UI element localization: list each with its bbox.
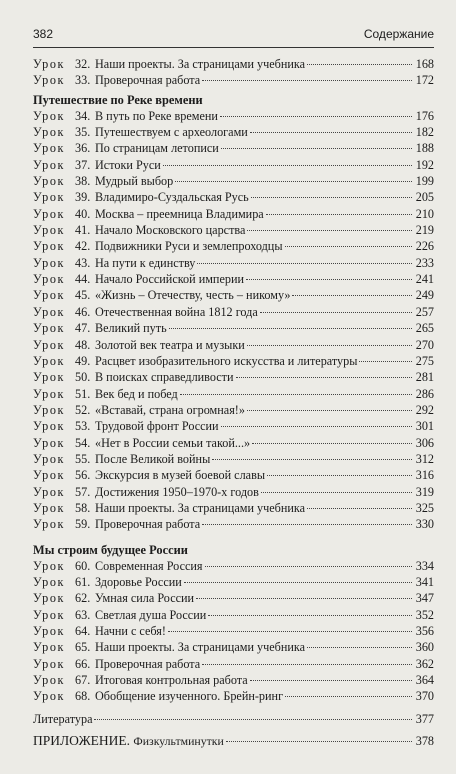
toc-entry — [33, 418, 434, 434]
lesson-page: 347 — [415, 591, 434, 606]
lesson-title: Золотой век театра и музыки — [95, 337, 245, 352]
lesson-word: Урок — [33, 108, 66, 123]
toc-entry — [33, 386, 434, 402]
toc-entry — [33, 157, 434, 173]
lesson-title: Наши проекты. За страницами учебника — [95, 640, 306, 655]
lesson-word: Урок — [33, 451, 66, 466]
lesson-word: Урок — [33, 157, 66, 172]
toc-entry — [33, 124, 434, 140]
entry-page: 378 — [415, 734, 434, 749]
lesson-page: 219 — [415, 223, 434, 238]
lesson-number: 42. — [75, 239, 91, 254]
leader-dots — [247, 344, 412, 346]
lesson-title: Путешествуем с археологами — [95, 125, 248, 140]
appendix-label: ПРИЛОЖЕНИЕ. — [33, 733, 131, 749]
lesson-page: 270 — [415, 337, 434, 352]
lesson-title: Начни с себя! — [95, 624, 166, 638]
lesson-title: Проверочная работа — [95, 517, 201, 532]
lesson-word: Урок — [33, 272, 66, 287]
lesson-number: 65. — [75, 640, 91, 655]
lesson-title: Истоки Руси — [95, 157, 161, 172]
lesson-title: Обобщение изученного. Брейн-ринг — [95, 689, 284, 704]
lesson-page: 241 — [415, 272, 434, 287]
leader-dots — [251, 196, 412, 198]
toc-entry — [33, 173, 434, 189]
lesson-number: 49. — [75, 353, 91, 368]
leader-dots — [169, 327, 412, 329]
lesson-page: 281 — [415, 370, 434, 385]
lesson-word: Урок — [33, 484, 66, 499]
toc-entry — [33, 607, 434, 623]
lesson-word: Урок — [33, 574, 66, 589]
lesson-title: Экскурсия в музей боевой славы — [95, 468, 266, 483]
lesson-title: В поисках справедливости — [95, 370, 234, 385]
lesson-number: 34. — [75, 108, 91, 123]
lesson-number: 60. — [75, 558, 91, 573]
lesson-page: 265 — [415, 321, 434, 336]
lesson-word: Урок — [33, 321, 66, 336]
lesson-title: Трудовой фронт России — [95, 419, 219, 434]
lesson-page: 316 — [415, 468, 434, 483]
lesson-word: Урок — [33, 607, 66, 622]
lesson-page: 352 — [415, 607, 434, 622]
lesson-title: Владимиро-Суздальская Русь — [95, 190, 249, 205]
toc-entry — [33, 639, 434, 655]
lesson-page: 356 — [415, 624, 434, 638]
toc-entry — [33, 140, 434, 156]
lesson-page: 172 — [415, 73, 434, 88]
lesson-page: 362 — [415, 656, 434, 671]
lesson-word: Урок — [33, 223, 66, 238]
lesson-number: 68. — [75, 689, 91, 704]
lesson-title: «Вставай, страна огромная!» — [95, 402, 245, 417]
lesson-page: 319 — [415, 484, 434, 499]
lesson-number: 56. — [75, 468, 91, 483]
lesson-number: 45. — [75, 288, 91, 303]
toc-entry — [33, 672, 434, 688]
lesson-number: 67. — [75, 673, 91, 688]
lesson-number: 40. — [75, 206, 91, 221]
lesson-number: 41. — [75, 223, 91, 238]
lesson-number: 59. — [75, 517, 91, 532]
lesson-title: «Нет в России семьи такой...» — [95, 435, 251, 450]
lesson-page: 233 — [415, 255, 434, 270]
toc-entry — [33, 516, 434, 532]
toc-entry — [33, 287, 434, 303]
lesson-title: Мудрый выбор — [95, 174, 174, 189]
lesson-word: Урок — [33, 288, 66, 303]
lesson-title: Здоровье России — [95, 574, 182, 589]
lesson-group-2 — [33, 108, 434, 533]
lesson-title: Наши проекты. За страницами учебника — [95, 500, 306, 515]
lesson-word: Урок — [33, 190, 66, 205]
leader-dots — [196, 597, 412, 599]
toc-entry — [33, 656, 434, 672]
toc-entry — [33, 484, 434, 500]
leader-dots — [202, 663, 412, 665]
lesson-word: Урок — [33, 591, 66, 606]
leader-dots — [226, 740, 412, 742]
leader-dots — [202, 79, 412, 81]
lesson-page: 301 — [415, 419, 434, 434]
leader-dots — [247, 229, 412, 231]
leader-dots — [250, 679, 412, 681]
leader-dots — [221, 147, 412, 149]
leader-dots — [307, 63, 412, 65]
lesson-number: 47. — [75, 321, 91, 336]
lesson-number: 38. — [75, 174, 91, 189]
lesson-number: 48. — [75, 337, 91, 352]
appendix-title: Физкультминутки — [133, 734, 224, 749]
toc-entry — [33, 271, 434, 287]
leader-dots — [285, 245, 412, 247]
leader-dots — [221, 425, 412, 427]
lesson-page: 275 — [415, 353, 434, 368]
lesson-word: Урок — [33, 517, 66, 532]
leader-dots — [236, 376, 412, 378]
lesson-page: 182 — [415, 125, 434, 140]
lesson-word: Урок — [33, 435, 66, 450]
toc-entry — [33, 304, 434, 320]
lesson-word: Урок — [33, 337, 66, 352]
leader-dots — [197, 262, 412, 264]
leader-dots — [307, 646, 412, 648]
section-title: Путешествие по Реке времени — [33, 92, 203, 107]
toc-entry — [33, 590, 434, 606]
leader-dots — [246, 278, 412, 280]
lesson-number: 64. — [75, 624, 91, 638]
leader-dots — [94, 718, 412, 720]
leader-dots — [307, 507, 412, 509]
lesson-title: Отечественная война 1812 года — [95, 304, 258, 319]
toc-entry — [33, 238, 434, 254]
lesson-word: Урок — [33, 57, 66, 71]
lesson-word: Урок — [33, 689, 66, 704]
entry-title: Литература — [33, 711, 93, 726]
lesson-title: После Великой войны — [95, 451, 211, 466]
toc-entry — [33, 467, 434, 483]
toc-entry — [33, 353, 434, 369]
lesson-title: Начало Московского царства — [95, 223, 246, 238]
lesson-page: 364 — [415, 673, 434, 688]
lesson-number: 46. — [75, 304, 91, 319]
lesson-number: 57. — [75, 484, 91, 499]
toc-entry — [33, 623, 434, 639]
lesson-word: Урок — [33, 206, 66, 221]
toc-entry — [33, 255, 434, 271]
lesson-title: Проверочная работа — [95, 656, 201, 671]
toc-entry — [33, 337, 434, 353]
lesson-title: Итоговая контрольная работа — [95, 673, 248, 688]
lesson-page: 168 — [415, 57, 434, 71]
leader-dots — [267, 474, 412, 476]
leader-dots — [260, 311, 412, 313]
lesson-title: Великий путь — [95, 321, 167, 336]
lesson-page: 370 — [415, 689, 434, 704]
lesson-number: 33. — [75, 73, 91, 88]
lesson-title: «Жизнь – Отечеству, честь – никому» — [95, 288, 291, 303]
lesson-title: Век бед и побед — [95, 386, 178, 401]
toc-entry — [33, 558, 434, 574]
section-title: Мы строим будущее России — [33, 542, 188, 557]
section-name: Содержание — [363, 27, 434, 41]
lesson-page: 192 — [415, 157, 434, 172]
leader-dots — [220, 115, 412, 117]
toc-entry — [33, 56, 434, 72]
toc-entry — [33, 402, 434, 418]
lesson-title: Начало Российской империи — [95, 272, 245, 287]
leader-dots — [205, 565, 412, 567]
toc-entry-literature — [33, 711, 434, 727]
leader-dots — [202, 523, 412, 525]
leader-dots — [163, 164, 412, 166]
lesson-number: 66. — [75, 656, 91, 671]
leader-dots — [250, 131, 412, 133]
leader-dots — [252, 442, 412, 444]
table-of-contents — [33, 56, 434, 749]
entry-title — [33, 733, 224, 749]
lesson-title: Современная Россия — [95, 558, 203, 573]
lesson-number: 63. — [75, 607, 91, 622]
lesson-title: Наши проекты. За страницами учебника — [95, 57, 306, 71]
lesson-word: Урок — [33, 468, 66, 483]
toc-entry — [33, 222, 434, 238]
leader-dots — [168, 630, 412, 632]
toc-entry — [33, 72, 434, 88]
toc-entry — [33, 435, 434, 451]
toc-entry — [33, 320, 434, 336]
lesson-number: 54. — [75, 435, 91, 450]
lesson-number: 62. — [75, 591, 91, 606]
lesson-title: Москва – преемница Владимира — [95, 206, 264, 221]
toc-entry — [33, 369, 434, 385]
lesson-number: 39. — [75, 190, 91, 205]
leader-dots — [261, 491, 412, 493]
lesson-word: Урок — [33, 402, 66, 417]
lesson-title: Подвижники Руси и землепроходцы — [95, 239, 283, 254]
leader-dots — [247, 409, 412, 411]
toc-entry — [33, 451, 434, 467]
lesson-page: 199 — [415, 174, 434, 189]
page-number: 382 — [33, 27, 54, 41]
lesson-page: 360 — [415, 640, 434, 655]
toc-entry — [33, 500, 434, 516]
lesson-page: 286 — [415, 386, 434, 401]
leader-dots — [175, 180, 412, 182]
lesson-number: 58. — [75, 500, 91, 515]
lesson-word: Урок — [33, 239, 66, 254]
lesson-word: Урок — [33, 255, 66, 270]
lesson-page: 226 — [415, 239, 434, 254]
lesson-title: По страницам летописи — [95, 141, 219, 156]
lesson-word: Урок — [33, 656, 66, 671]
lesson-word: Урок — [33, 640, 66, 655]
entry-page: 377 — [415, 711, 434, 726]
lesson-number: 36. — [75, 141, 91, 156]
lesson-page: 306 — [415, 435, 434, 450]
lesson-number: 55. — [75, 451, 91, 466]
lesson-word: Урок — [33, 419, 66, 434]
lesson-page: 210 — [415, 206, 434, 221]
lesson-number: 35. — [75, 125, 91, 140]
leader-dots — [266, 213, 412, 215]
lesson-number: 44. — [75, 272, 91, 287]
header-rule — [33, 47, 434, 48]
lesson-title: Проверочная работа — [95, 73, 201, 88]
lesson-page: 341 — [415, 574, 434, 589]
toc-entry — [33, 574, 434, 590]
lesson-number: 50. — [75, 370, 91, 385]
lesson-word: Урок — [33, 624, 66, 638]
leader-dots — [212, 458, 412, 460]
lesson-word: Урок — [33, 353, 66, 368]
lesson-title: Светлая душа России — [95, 607, 207, 622]
lesson-number: 37. — [75, 157, 91, 172]
lesson-page: 176 — [415, 108, 434, 123]
lesson-word: Урок — [33, 73, 66, 88]
lesson-title: В путь по Реке времени — [95, 108, 218, 123]
lesson-word: Урок — [33, 370, 66, 385]
lesson-word: Урок — [33, 386, 66, 401]
lesson-number: 53. — [75, 419, 91, 434]
lesson-word: Урок — [33, 558, 66, 573]
toc-entry — [33, 688, 434, 704]
toc-entry — [33, 108, 434, 124]
lesson-title: Умная сила России — [95, 591, 195, 606]
lesson-number: 61. — [75, 574, 91, 589]
lesson-page: 257 — [415, 304, 434, 319]
lesson-number: 51. — [75, 386, 91, 401]
lesson-title: Достижения 1950–1970-х годов — [95, 484, 259, 499]
lesson-word: Урок — [33, 125, 66, 140]
lesson-group-3 — [33, 558, 434, 705]
toc-entry — [33, 206, 434, 222]
lesson-page: 334 — [415, 558, 434, 573]
leader-dots — [184, 581, 412, 583]
lesson-word: Урок — [33, 141, 66, 156]
lesson-page: 325 — [415, 500, 434, 515]
leader-dots — [292, 294, 412, 296]
lesson-page: 188 — [415, 141, 434, 156]
lesson-word: Урок — [33, 673, 66, 688]
lesson-word: Урок — [33, 500, 66, 515]
lesson-group-1 — [33, 56, 434, 89]
lesson-page: 205 — [415, 190, 434, 205]
lesson-word: Урок — [33, 304, 66, 319]
leader-dots — [359, 360, 412, 362]
toc-entry — [33, 189, 434, 205]
lesson-number: 32. — [75, 57, 91, 71]
leader-dots — [285, 695, 412, 697]
lesson-number: 43. — [75, 255, 91, 270]
lesson-word: Урок — [33, 174, 66, 189]
running-head — [33, 27, 434, 41]
lesson-title: На пути к единству — [95, 255, 196, 270]
toc-entry-appendix — [33, 733, 434, 749]
lesson-title: Расцвет изобразительного искусства и литературы — [95, 353, 358, 368]
lesson-page: 292 — [415, 402, 434, 417]
leader-dots — [208, 614, 412, 616]
lesson-page: 312 — [415, 451, 434, 466]
lesson-page: 330 — [415, 517, 434, 532]
leader-dots — [180, 393, 412, 395]
lesson-number: 52. — [75, 402, 91, 417]
lesson-page: 249 — [415, 288, 434, 303]
